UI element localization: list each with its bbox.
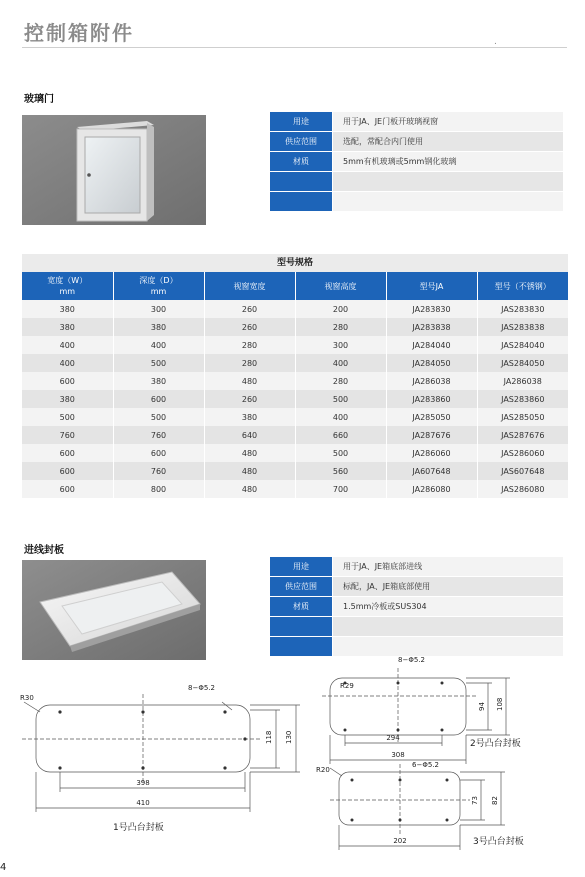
table-cell: 380 xyxy=(113,372,204,390)
spec-table-body xyxy=(22,300,568,498)
col-header-model-ja: 型号JA xyxy=(386,272,477,300)
table-cell: 560 xyxy=(295,462,386,480)
table-cell: 760 xyxy=(22,426,113,444)
d2-h-inner: 94 xyxy=(478,702,486,711)
d2-radius: R29 xyxy=(340,682,354,690)
table-row xyxy=(22,444,568,462)
info-value: 用于JA、JE箱底部进线 xyxy=(333,557,563,577)
table-row xyxy=(22,480,568,498)
info-key: 供应范围 xyxy=(270,577,333,597)
table-cell: JA285050 xyxy=(386,408,477,426)
info-value xyxy=(333,617,563,637)
table-row xyxy=(22,300,568,318)
info-key: 材质 xyxy=(270,152,333,172)
info-value: 用于JA、JE门板开玻璃视窗 xyxy=(333,112,563,132)
table-row xyxy=(22,372,568,390)
info-key: 供应范围 xyxy=(270,132,333,152)
page-number: 4 xyxy=(0,862,7,873)
title-divider xyxy=(22,47,567,48)
col-header-window-height: 视窗高度 xyxy=(295,272,386,300)
d3-radius: R20 xyxy=(316,766,330,774)
table-cell: 400 xyxy=(295,354,386,372)
title-dot: . xyxy=(494,37,497,47)
d1-radius: R30 xyxy=(20,694,34,702)
table-cell: 660 xyxy=(295,426,386,444)
table-cell: JAS283838 xyxy=(477,318,568,336)
info-value: 5mm有机玻璃或5mm钢化玻璃 xyxy=(333,152,563,172)
table-cell: 380 xyxy=(22,300,113,318)
table-cell: 400 xyxy=(22,336,113,354)
table-cell: 400 xyxy=(295,408,386,426)
d1-w-inner: 398 xyxy=(136,779,150,787)
table-cell: 300 xyxy=(113,300,204,318)
table-cell: 200 xyxy=(295,300,386,318)
info-key: 用途 xyxy=(270,112,333,132)
table-cell: 600 xyxy=(22,462,113,480)
table-cell: 380 xyxy=(22,318,113,336)
info-value xyxy=(333,192,563,212)
table-cell: 400 xyxy=(22,354,113,372)
drawing-1-outline xyxy=(22,694,300,812)
table-cell: JAS285050 xyxy=(477,408,568,426)
d1-w-outer: 410 xyxy=(136,799,150,807)
col-header-depth: 深度（D） mm xyxy=(113,272,204,300)
d2-holes: 8−Φ5.2 xyxy=(398,656,425,664)
d1-label: 1号凸台封板 xyxy=(113,823,164,833)
table-cell: 280 xyxy=(295,318,386,336)
d3-holes: 6−Φ5.2 xyxy=(412,761,439,769)
info-key: 材质 xyxy=(270,597,333,617)
table-cell: 260 xyxy=(204,300,295,318)
spec-header-row xyxy=(22,272,568,300)
info-value: 1.5mm冷板或SUS304 xyxy=(333,597,563,617)
table-cell: JA283860 xyxy=(386,390,477,408)
table-cell: JA286038 xyxy=(477,372,568,390)
table-cell: JA283830 xyxy=(386,300,477,318)
table-cell: 280 xyxy=(204,336,295,354)
table-cell: 760 xyxy=(113,462,204,480)
info-value: 标配，JA、JE箱底部使用 xyxy=(333,577,563,597)
table-cell: JA284050 xyxy=(386,354,477,372)
table-cell: JAS283830 xyxy=(477,300,568,318)
table-cell: 500 xyxy=(295,444,386,462)
table-cell: JA287676 xyxy=(386,426,477,444)
table-cell: 600 xyxy=(113,390,204,408)
d2-label: 2号凸台封板 xyxy=(470,739,521,749)
info-key: 用途 xyxy=(270,557,333,577)
table-cell: 600 xyxy=(22,480,113,498)
table-cell: 500 xyxy=(113,408,204,426)
col-header-window-width: 视窗宽度 xyxy=(204,272,295,300)
table-row xyxy=(22,408,568,426)
spec-table-caption: 型号规格 xyxy=(22,254,568,272)
d2-h-outer: 108 xyxy=(496,697,504,711)
info-row-supply xyxy=(270,577,563,597)
section-title-glass-door: 玻璃门 xyxy=(24,94,54,105)
info-value: 选配，常配合内门使用 xyxy=(333,132,563,152)
table-cell: 260 xyxy=(204,390,295,408)
info-row-empty xyxy=(270,172,563,192)
d1-h-inner: 118 xyxy=(265,730,273,744)
table-cell: 300 xyxy=(295,336,386,354)
table-row xyxy=(22,390,568,408)
table-cell: JA283838 xyxy=(386,318,477,336)
d3-h-inner: 73 xyxy=(471,796,479,805)
table-cell: JAS286060 xyxy=(477,444,568,462)
table-cell: 760 xyxy=(113,426,204,444)
table-cell: 600 xyxy=(113,444,204,462)
entry-plate-info-table xyxy=(270,557,563,657)
table-cell: JA607648 xyxy=(386,462,477,480)
info-row-material xyxy=(270,597,563,617)
table-cell: 800 xyxy=(113,480,204,498)
table-cell: 280 xyxy=(204,354,295,372)
table-cell: JA286060 xyxy=(386,444,477,462)
entry-plate-photo xyxy=(22,560,206,660)
technical-drawings xyxy=(0,650,585,860)
info-row-supply xyxy=(270,132,563,152)
table-cell: 380 xyxy=(204,408,295,426)
glass-door-info-table xyxy=(270,112,563,212)
info-row-empty xyxy=(270,192,563,212)
table-cell: 500 xyxy=(22,408,113,426)
info-key xyxy=(270,172,333,192)
table-cell: 380 xyxy=(22,390,113,408)
info-row-empty xyxy=(270,617,563,637)
table-cell: 280 xyxy=(295,372,386,390)
table-cell: JA286038 xyxy=(386,372,477,390)
section-title-entry-plate: 进线封板 xyxy=(24,545,64,556)
table-cell: 480 xyxy=(204,444,295,462)
table-cell: 500 xyxy=(295,390,386,408)
info-value xyxy=(333,172,563,192)
table-row xyxy=(22,318,568,336)
d3-label: 3号凸台封板 xyxy=(473,837,524,847)
table-cell: JAS284050 xyxy=(477,354,568,372)
table-cell: JAS607648 xyxy=(477,462,568,480)
table-cell: 600 xyxy=(22,372,113,390)
table-row xyxy=(22,336,568,354)
table-cell: JA286080 xyxy=(386,480,477,498)
table-cell: 480 xyxy=(204,462,295,480)
table-cell: 480 xyxy=(204,480,295,498)
table-cell: JA284040 xyxy=(386,336,477,354)
table-cell: JAS287676 xyxy=(477,426,568,444)
table-cell: 640 xyxy=(204,426,295,444)
page-title: 控制箱附件 xyxy=(24,21,134,45)
col-header-model-stainless: 型号（不锈钢） xyxy=(477,272,568,300)
d3-h-outer: 82 xyxy=(491,796,499,805)
d3-w-outer: 202 xyxy=(393,837,407,845)
d2-w-inner: 294 xyxy=(386,734,400,742)
info-key xyxy=(270,617,333,637)
table-cell: 500 xyxy=(113,354,204,372)
table-cell: 600 xyxy=(22,444,113,462)
glass-door-photo xyxy=(22,115,206,225)
d1-holes: 8−Φ5.2 xyxy=(188,684,215,692)
table-cell: 380 xyxy=(113,318,204,336)
info-row-usage xyxy=(270,557,563,577)
d1-h-outer: 130 xyxy=(285,730,293,744)
table-cell: 260 xyxy=(204,318,295,336)
table-cell: 700 xyxy=(295,480,386,498)
d2-w-outer: 308 xyxy=(391,751,405,759)
col-header-width: 宽度（W） mm xyxy=(22,272,113,300)
table-cell: JAS283860 xyxy=(477,390,568,408)
table-cell: JAS284040 xyxy=(477,336,568,354)
spec-table xyxy=(22,272,568,498)
table-cell: 400 xyxy=(113,336,204,354)
table-cell: JAS286080 xyxy=(477,480,568,498)
table-row xyxy=(22,354,568,372)
info-row-material xyxy=(270,152,563,172)
table-cell: 480 xyxy=(204,372,295,390)
table-row xyxy=(22,462,568,480)
table-row xyxy=(22,426,568,444)
info-key xyxy=(270,192,333,212)
info-row-usage xyxy=(270,112,563,132)
